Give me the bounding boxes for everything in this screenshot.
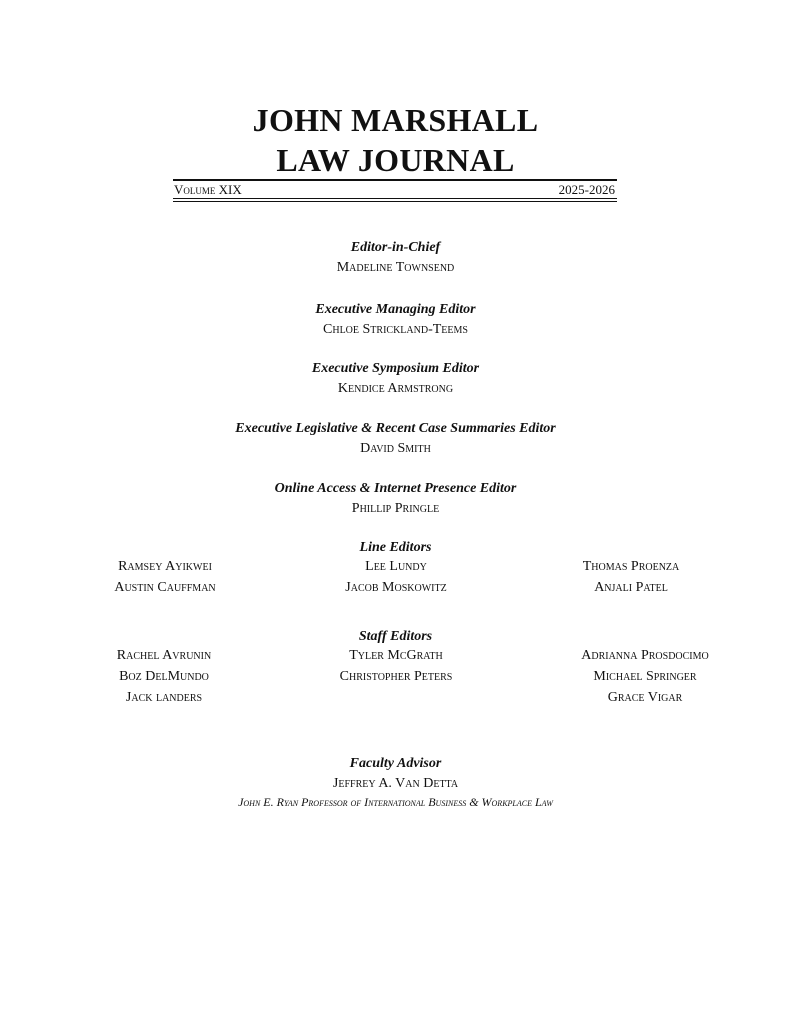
journal-title-line1: JOHN MARSHALL [252,102,539,138]
volume-label: Volume XIX [174,182,242,197]
person-name: Jacob Moskowitz [345,580,447,595]
person-name: Boz DelMundo [119,669,209,684]
volume-year: 2025-2026 [558,182,615,197]
person-name: Grace Vigar [607,690,683,705]
role-label: Executive Symposium Editor [311,361,480,376]
person-name: Adrianna Prosdocimo [581,648,709,663]
role-label: Executive Managing Editor [315,302,476,317]
staff-editors-right [550,645,740,708]
board-entry-legislative-editor [0,419,791,459]
board-entry-managing-editor [0,300,791,340]
person-name: Thomas Proenza [582,559,680,574]
title-rule-bottom-1 [173,198,617,199]
person-name: Phillip Pringle [351,501,440,516]
title-rule-bottom-2 [173,201,617,202]
role-label: Executive Legislative & Recent Case Summaries Editor [235,421,556,436]
person-name: Ramsey Ayikwei [118,559,212,574]
staff-editors-center [296,645,496,687]
person-name: Jack landers [125,690,203,705]
board-entry-online-editor [0,479,791,519]
person-name: Lee Lundy [365,559,427,574]
person-name: Jeffrey A. Van Detta [332,776,459,791]
person-name: Christopher Peters [339,669,453,684]
person-name: David Smith [360,441,431,456]
advisor-title: John E. Ryan Professor of International Business & Workplace Law [238,795,553,809]
staff-editors-left [84,645,244,708]
line-editors-left [85,556,245,598]
person-name: Madeline Townsend [336,260,455,275]
line-editors-center [296,556,496,598]
board-entry-editor-in-chief [0,238,791,278]
role-label: Editor-in-Chief [350,240,441,255]
board-entry-symposium-editor [0,359,791,399]
person-name: Rachel Avrunin [116,648,212,663]
journal-title-line2: LAW JOURNAL [276,142,515,178]
person-name: Tyler McGrath [349,648,443,663]
line-editors-heading: Line Editors [359,540,432,555]
person-name: Chloe Strickland-Teems [323,322,468,337]
role-label: Faculty Advisor [349,756,442,771]
person-name: Anjali Patel [594,580,668,595]
role-label: Online Access & Internet Presence Editor [274,481,517,496]
faculty-advisor-block [0,754,791,810]
line-editors-right [550,556,712,598]
person-name: Austin Cauffman [114,580,216,595]
person-name: Kendice Armstrong [337,381,454,396]
person-name: Michael Springer [593,669,697,684]
staff-editors-heading: Staff Editors [358,629,433,644]
